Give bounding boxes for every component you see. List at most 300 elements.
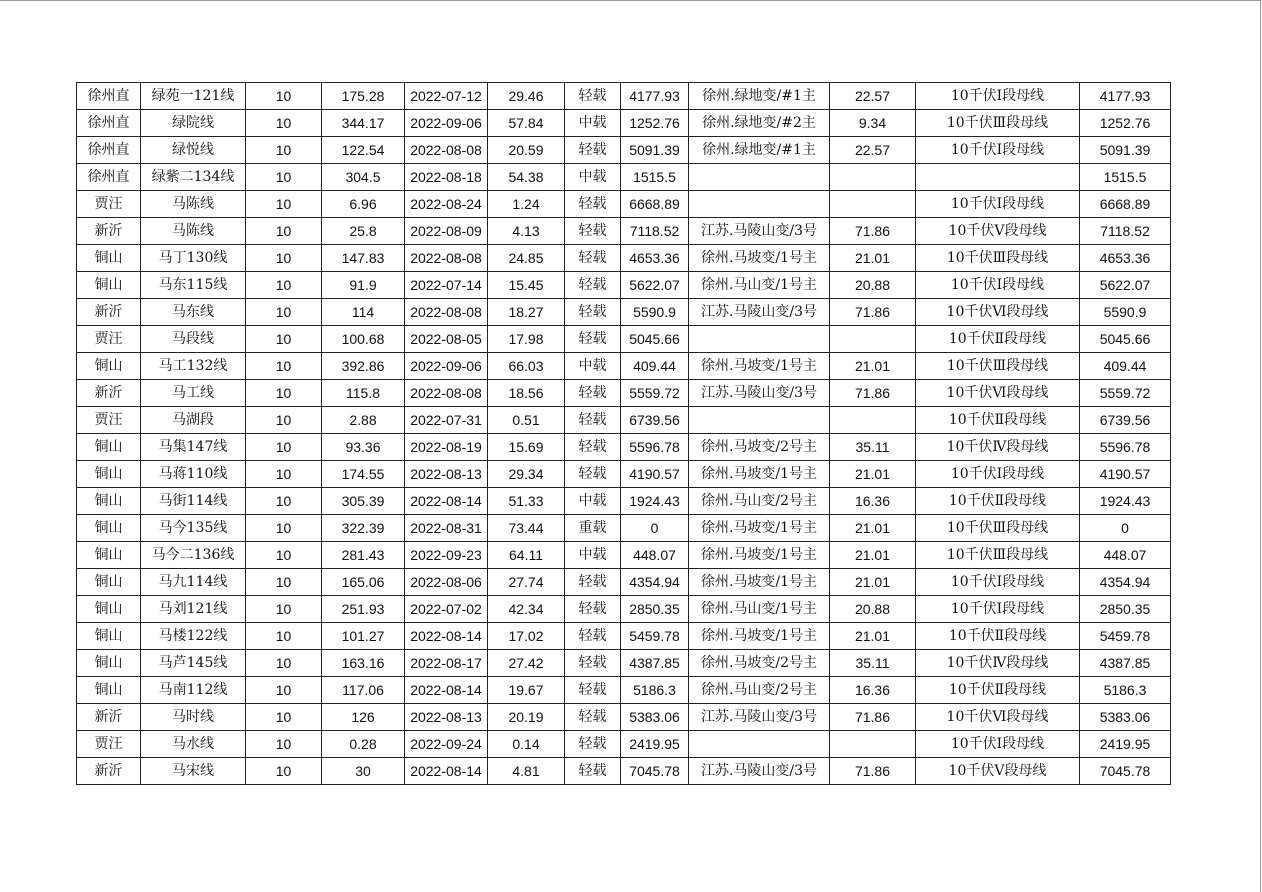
- line-name-cell: 马段线: [141, 326, 246, 353]
- table-row: [77, 650, 1171, 677]
- table-row: [77, 380, 1171, 407]
- date-cell: 2022-08-14: [405, 488, 488, 515]
- table-row: [77, 623, 1171, 650]
- margin-cell: 5622.07: [1080, 272, 1171, 299]
- line-name-cell: 马时线: [141, 704, 246, 731]
- available-capacity-cell: 6739.56: [621, 407, 689, 434]
- available-capacity-cell: 7118.52: [621, 218, 689, 245]
- area-cell: 铜山: [77, 677, 141, 704]
- date-cell: 2022-08-08: [405, 137, 488, 164]
- margin-cell: 1515.5: [1080, 164, 1171, 191]
- substation-rate-cell: 9.34: [830, 110, 916, 137]
- substation-rate-cell: 21.01: [830, 461, 916, 488]
- substation-cell: 徐州.马坡变/2号主: [689, 650, 830, 677]
- date-cell: 2022-08-18: [405, 164, 488, 191]
- substation-cell: 徐州.马山变/1号主: [689, 272, 830, 299]
- load-status-cell: 重载: [565, 515, 621, 542]
- table-row: [77, 596, 1171, 623]
- capacity-cell: 93.36: [322, 434, 405, 461]
- load-status-cell: 中载: [565, 353, 621, 380]
- date-cell: 2022-08-06: [405, 569, 488, 596]
- bus-section-cell: 10千伏Ⅲ段母线: [916, 542, 1080, 569]
- date-cell: 2022-08-14: [405, 623, 488, 650]
- available-capacity-cell: 4387.85: [621, 650, 689, 677]
- bus-section-cell: 10千伏Ⅰ段母线: [916, 191, 1080, 218]
- substation-rate-cell: 71.86: [830, 704, 916, 731]
- voltage-cell: 10: [246, 542, 322, 569]
- date-cell: 2022-08-14: [405, 677, 488, 704]
- bus-section-cell: 10千伏Ⅱ段母线: [916, 326, 1080, 353]
- date-cell: 2022-08-08: [405, 380, 488, 407]
- date-cell: 2022-07-14: [405, 272, 488, 299]
- substation-rate-cell: [830, 191, 916, 218]
- line-name-cell: 马水线: [141, 731, 246, 758]
- capacity-cell: 305.39: [322, 488, 405, 515]
- substation-cell: [689, 164, 830, 191]
- margin-cell: 0: [1080, 515, 1171, 542]
- area-cell: 徐州直: [77, 110, 141, 137]
- area-cell: 铜山: [77, 353, 141, 380]
- capacity-cell: 117.06: [322, 677, 405, 704]
- available-capacity-cell: 4653.36: [621, 245, 689, 272]
- substation-cell: [689, 731, 830, 758]
- substation-rate-cell: 20.88: [830, 596, 916, 623]
- bus-section-cell: 10千伏Ⅰ段母线: [916, 137, 1080, 164]
- area-cell: 铜山: [77, 434, 141, 461]
- date-cell: 2022-08-08: [405, 299, 488, 326]
- area-cell: 铜山: [77, 542, 141, 569]
- margin-cell: 4653.36: [1080, 245, 1171, 272]
- load-rate-cell: 64.11: [488, 542, 565, 569]
- load-rate-cell: 20.19: [488, 704, 565, 731]
- substation-cell: 徐州.马坡变/1号主: [689, 623, 830, 650]
- bus-section-cell: 10千伏Ⅰ段母线: [916, 731, 1080, 758]
- load-rate-cell: 19.67: [488, 677, 565, 704]
- substation-cell: 江苏.马陵山变/3号: [689, 704, 830, 731]
- margin-cell: 5186.3: [1080, 677, 1171, 704]
- line-name-cell: 马楼122线: [141, 623, 246, 650]
- load-status-cell: 中载: [565, 164, 621, 191]
- line-name-cell: 马工132线: [141, 353, 246, 380]
- margin-cell: 409.44: [1080, 353, 1171, 380]
- line-name-cell: 马东线: [141, 299, 246, 326]
- load-status-cell: 轻载: [565, 326, 621, 353]
- voltage-cell: 10: [246, 596, 322, 623]
- bus-section-cell: 10千伏Ⅵ段母线: [916, 299, 1080, 326]
- area-cell: 铜山: [77, 650, 141, 677]
- load-status-cell: 轻载: [565, 758, 621, 785]
- margin-cell: 5559.72: [1080, 380, 1171, 407]
- area-cell: 贾汪: [77, 731, 141, 758]
- table-row: [77, 137, 1171, 164]
- substation-cell: 江苏.马陵山变/3号: [689, 218, 830, 245]
- line-name-cell: 马刘121线: [141, 596, 246, 623]
- date-cell: 2022-09-06: [405, 110, 488, 137]
- date-cell: 2022-08-31: [405, 515, 488, 542]
- substation-rate-cell: 35.11: [830, 650, 916, 677]
- capacity-cell: 322.39: [322, 515, 405, 542]
- available-capacity-cell: 6668.89: [621, 191, 689, 218]
- substation-cell: 徐州.马坡变/1号主: [689, 569, 830, 596]
- line-name-cell: 马集147线: [141, 434, 246, 461]
- table-row: [77, 245, 1171, 272]
- load-rate-cell: 27.42: [488, 650, 565, 677]
- load-rate-cell: 0.14: [488, 731, 565, 758]
- voltage-cell: 10: [246, 83, 322, 110]
- substation-rate-cell: [830, 326, 916, 353]
- substation-cell: 徐州.绿地变/#1主: [689, 137, 830, 164]
- voltage-cell: 10: [246, 650, 322, 677]
- area-cell: 新沂: [77, 299, 141, 326]
- date-cell: 2022-08-14: [405, 758, 488, 785]
- load-rate-cell: 15.69: [488, 434, 565, 461]
- available-capacity-cell: 4190.57: [621, 461, 689, 488]
- substation-cell: [689, 407, 830, 434]
- area-cell: 铜山: [77, 569, 141, 596]
- available-capacity-cell: 1252.76: [621, 110, 689, 137]
- table-row: [77, 407, 1171, 434]
- load-rate-cell: 0.51: [488, 407, 565, 434]
- area-cell: 铜山: [77, 272, 141, 299]
- margin-cell: 4354.94: [1080, 569, 1171, 596]
- substation-rate-cell: 71.86: [830, 299, 916, 326]
- capacity-cell: 101.27: [322, 623, 405, 650]
- available-capacity-cell: 2850.35: [621, 596, 689, 623]
- voltage-cell: 10: [246, 110, 322, 137]
- voltage-cell: 10: [246, 677, 322, 704]
- capacity-cell: 174.55: [322, 461, 405, 488]
- table-row: [77, 758, 1171, 785]
- line-name-cell: 马湖段: [141, 407, 246, 434]
- available-capacity-cell: 7045.78: [621, 758, 689, 785]
- substation-cell: 徐州.马坡变/2号主: [689, 434, 830, 461]
- line-name-cell: 马丁130线: [141, 245, 246, 272]
- bus-section-cell: 10千伏Ⅰ段母线: [916, 569, 1080, 596]
- area-cell: 贾汪: [77, 407, 141, 434]
- load-rate-cell: 4.81: [488, 758, 565, 785]
- area-cell: 铜山: [77, 623, 141, 650]
- load-status-cell: 轻载: [565, 245, 621, 272]
- voltage-cell: 10: [246, 245, 322, 272]
- voltage-cell: 10: [246, 758, 322, 785]
- substation-cell: 徐州.马坡变/1号主: [689, 542, 830, 569]
- load-rate-cell: 29.34: [488, 461, 565, 488]
- voltage-cell: 10: [246, 326, 322, 353]
- date-cell: 2022-08-08: [405, 245, 488, 272]
- load-status-cell: 轻载: [565, 434, 621, 461]
- load-rate-cell: 17.98: [488, 326, 565, 353]
- substation-cell: [689, 191, 830, 218]
- date-cell: 2022-07-31: [405, 407, 488, 434]
- capacity-cell: 0.28: [322, 731, 405, 758]
- available-capacity-cell: 5559.72: [621, 380, 689, 407]
- margin-cell: 4387.85: [1080, 650, 1171, 677]
- bus-section-cell: 10千伏Ⅵ段母线: [916, 704, 1080, 731]
- line-name-cell: 马蒋110线: [141, 461, 246, 488]
- load-status-cell: 轻载: [565, 380, 621, 407]
- load-status-cell: 轻载: [565, 83, 621, 110]
- load-rate-cell: 1.24: [488, 191, 565, 218]
- substation-rate-cell: 21.01: [830, 353, 916, 380]
- load-rate-cell: 27.74: [488, 569, 565, 596]
- load-rate-cell: 73.44: [488, 515, 565, 542]
- substation-cell: 徐州.马坡变/1号主: [689, 353, 830, 380]
- bus-section-cell: 10千伏Ⅲ段母线: [916, 353, 1080, 380]
- load-status-cell: 中载: [565, 488, 621, 515]
- load-rate-cell: 18.27: [488, 299, 565, 326]
- capacity-cell: 115.8: [322, 380, 405, 407]
- feeder-load-table: [76, 82, 1171, 785]
- load-status-cell: 轻载: [565, 299, 621, 326]
- load-rate-cell: 15.45: [488, 272, 565, 299]
- bus-section-cell: 10千伏Ⅰ段母线: [916, 461, 1080, 488]
- capacity-cell: 122.54: [322, 137, 405, 164]
- available-capacity-cell: 5590.9: [621, 299, 689, 326]
- margin-cell: 5459.78: [1080, 623, 1171, 650]
- margin-cell: 4190.57: [1080, 461, 1171, 488]
- substation-rate-cell: [830, 407, 916, 434]
- voltage-cell: 10: [246, 704, 322, 731]
- capacity-cell: 304.5: [322, 164, 405, 191]
- capacity-cell: 126: [322, 704, 405, 731]
- area-cell: 铜山: [77, 488, 141, 515]
- substation-rate-cell: 20.88: [830, 272, 916, 299]
- substation-cell: 徐州.马山变/1号主: [689, 596, 830, 623]
- line-name-cell: 马今135线: [141, 515, 246, 542]
- capacity-cell: 281.43: [322, 542, 405, 569]
- table-row: [77, 569, 1171, 596]
- substation-rate-cell: 16.36: [830, 677, 916, 704]
- substation-cell: 江苏.马陵山变/3号: [689, 380, 830, 407]
- area-cell: 新沂: [77, 704, 141, 731]
- voltage-cell: 10: [246, 164, 322, 191]
- area-cell: 贾汪: [77, 326, 141, 353]
- substation-rate-cell: 21.01: [830, 515, 916, 542]
- capacity-cell: 25.8: [322, 218, 405, 245]
- substation-cell: 徐州.马坡变/1号主: [689, 515, 830, 542]
- voltage-cell: 10: [246, 569, 322, 596]
- substation-rate-cell: 21.01: [830, 569, 916, 596]
- voltage-cell: 10: [246, 137, 322, 164]
- load-status-cell: 轻载: [565, 704, 621, 731]
- line-name-cell: 绿紫二134线: [141, 164, 246, 191]
- load-status-cell: 轻载: [565, 677, 621, 704]
- date-cell: 2022-08-17: [405, 650, 488, 677]
- voltage-cell: 10: [246, 461, 322, 488]
- margin-cell: 5045.66: [1080, 326, 1171, 353]
- bus-section-cell: 10千伏Ⅲ段母线: [916, 245, 1080, 272]
- load-rate-cell: 18.56: [488, 380, 565, 407]
- capacity-cell: 6.96: [322, 191, 405, 218]
- load-rate-cell: 54.38: [488, 164, 565, 191]
- available-capacity-cell: 4354.94: [621, 569, 689, 596]
- margin-cell: 2419.95: [1080, 731, 1171, 758]
- voltage-cell: 10: [246, 272, 322, 299]
- capacity-cell: 30: [322, 758, 405, 785]
- load-status-cell: 轻载: [565, 191, 621, 218]
- table-row: [77, 488, 1171, 515]
- voltage-cell: 10: [246, 353, 322, 380]
- table-row: [77, 353, 1171, 380]
- load-rate-cell: 51.33: [488, 488, 565, 515]
- substation-rate-cell: [830, 164, 916, 191]
- available-capacity-cell: 5596.78: [621, 434, 689, 461]
- line-name-cell: 绿院线: [141, 110, 246, 137]
- load-status-cell: 轻载: [565, 218, 621, 245]
- bus-section-cell: [916, 164, 1080, 191]
- area-cell: 徐州直: [77, 83, 141, 110]
- date-cell: 2022-08-05: [405, 326, 488, 353]
- table-row: [77, 434, 1171, 461]
- load-status-cell: 轻载: [565, 137, 621, 164]
- area-cell: 铜山: [77, 515, 141, 542]
- load-status-cell: 轻载: [565, 596, 621, 623]
- line-name-cell: 马东115线: [141, 272, 246, 299]
- bus-section-cell: 10千伏Ⅳ段母线: [916, 650, 1080, 677]
- substation-rate-cell: [830, 731, 916, 758]
- load-rate-cell: 66.03: [488, 353, 565, 380]
- bus-section-cell: 10千伏Ⅳ段母线: [916, 434, 1080, 461]
- load-rate-cell: 17.02: [488, 623, 565, 650]
- voltage-cell: 10: [246, 380, 322, 407]
- capacity-cell: 344.17: [322, 110, 405, 137]
- substation-rate-cell: 22.57: [830, 83, 916, 110]
- bus-section-cell: 10千伏Ⅱ段母线: [916, 407, 1080, 434]
- load-status-cell: 轻载: [565, 650, 621, 677]
- available-capacity-cell: 1924.43: [621, 488, 689, 515]
- date-cell: 2022-09-06: [405, 353, 488, 380]
- capacity-cell: 175.28: [322, 83, 405, 110]
- bus-section-cell: 10千伏Ⅲ段母线: [916, 110, 1080, 137]
- area-cell: 新沂: [77, 380, 141, 407]
- substation-rate-cell: 35.11: [830, 434, 916, 461]
- line-name-cell: 绿悦线: [141, 137, 246, 164]
- margin-cell: 5091.39: [1080, 137, 1171, 164]
- table-row: [77, 515, 1171, 542]
- table-row: [77, 461, 1171, 488]
- area-cell: 新沂: [77, 758, 141, 785]
- margin-cell: 7045.78: [1080, 758, 1171, 785]
- voltage-cell: 10: [246, 488, 322, 515]
- table-row: [77, 272, 1171, 299]
- available-capacity-cell: 4177.93: [621, 83, 689, 110]
- voltage-cell: 10: [246, 218, 322, 245]
- capacity-cell: 114: [322, 299, 405, 326]
- voltage-cell: 10: [246, 299, 322, 326]
- area-cell: 铜山: [77, 596, 141, 623]
- capacity-cell: 251.93: [322, 596, 405, 623]
- substation-cell: 徐州.马坡变/1号主: [689, 245, 830, 272]
- area-cell: 贾汪: [77, 191, 141, 218]
- load-status-cell: 轻载: [565, 407, 621, 434]
- available-capacity-cell: 5622.07: [621, 272, 689, 299]
- area-cell: 铜山: [77, 245, 141, 272]
- margin-cell: 1924.43: [1080, 488, 1171, 515]
- line-name-cell: 马南112线: [141, 677, 246, 704]
- bus-section-cell: 10千伏Ⅲ段母线: [916, 515, 1080, 542]
- bus-section-cell: 10千伏Ⅴ段母线: [916, 218, 1080, 245]
- available-capacity-cell: 5045.66: [621, 326, 689, 353]
- bus-section-cell: 10千伏Ⅱ段母线: [916, 677, 1080, 704]
- substation-rate-cell: 22.57: [830, 137, 916, 164]
- substation-cell: 徐州.绿地变/#1主: [689, 83, 830, 110]
- table-row: [77, 218, 1171, 245]
- margin-cell: 2850.35: [1080, 596, 1171, 623]
- line-name-cell: 马工线: [141, 380, 246, 407]
- load-status-cell: 轻载: [565, 569, 621, 596]
- substation-cell: [689, 326, 830, 353]
- substation-rate-cell: 71.86: [830, 380, 916, 407]
- table-row: [77, 326, 1171, 353]
- bus-section-cell: 10千伏Ⅱ段母线: [916, 623, 1080, 650]
- date-cell: 2022-07-02: [405, 596, 488, 623]
- line-name-cell: 绿苑一121线: [141, 83, 246, 110]
- date-cell: 2022-09-23: [405, 542, 488, 569]
- load-rate-cell: 57.84: [488, 110, 565, 137]
- available-capacity-cell: 5459.78: [621, 623, 689, 650]
- date-cell: 2022-07-12: [405, 83, 488, 110]
- capacity-cell: 91.9: [322, 272, 405, 299]
- table-row: [77, 299, 1171, 326]
- table-row: [77, 542, 1171, 569]
- margin-cell: 4177.93: [1080, 83, 1171, 110]
- substation-cell: 徐州.绿地变/#2主: [689, 110, 830, 137]
- line-name-cell: 马陈线: [141, 191, 246, 218]
- substation-rate-cell: 71.86: [830, 758, 916, 785]
- area-cell: 徐州直: [77, 137, 141, 164]
- substation-cell: 江苏.马陵山变/3号: [689, 299, 830, 326]
- capacity-cell: 165.06: [322, 569, 405, 596]
- margin-cell: 5596.78: [1080, 434, 1171, 461]
- table-row: [77, 704, 1171, 731]
- load-status-cell: 轻载: [565, 272, 621, 299]
- line-name-cell: 马九114线: [141, 569, 246, 596]
- bus-section-cell: 10千伏Ⅵ段母线: [916, 380, 1080, 407]
- voltage-cell: 10: [246, 731, 322, 758]
- line-name-cell: 马街114线: [141, 488, 246, 515]
- margin-cell: 448.07: [1080, 542, 1171, 569]
- table-row: [77, 191, 1171, 218]
- load-status-cell: 轻载: [565, 623, 621, 650]
- substation-cell: 徐州.马山变/2号主: [689, 488, 830, 515]
- bus-section-cell: 10千伏Ⅰ段母线: [916, 596, 1080, 623]
- substation-cell: 江苏.马陵山变/3号: [689, 758, 830, 785]
- date-cell: 2022-08-09: [405, 218, 488, 245]
- available-capacity-cell: 0: [621, 515, 689, 542]
- area-cell: 铜山: [77, 461, 141, 488]
- table-row: [77, 164, 1171, 191]
- table-body: [77, 83, 1171, 785]
- available-capacity-cell: 5091.39: [621, 137, 689, 164]
- bus-section-cell: 10千伏Ⅰ段母线: [916, 272, 1080, 299]
- available-capacity-cell: 2419.95: [621, 731, 689, 758]
- load-rate-cell: 20.59: [488, 137, 565, 164]
- line-name-cell: 马今二136线: [141, 542, 246, 569]
- voltage-cell: 10: [246, 191, 322, 218]
- load-status-cell: 轻载: [565, 461, 621, 488]
- date-cell: 2022-08-19: [405, 434, 488, 461]
- available-capacity-cell: 1515.5: [621, 164, 689, 191]
- area-cell: 徐州直: [77, 164, 141, 191]
- load-status-cell: 中载: [565, 542, 621, 569]
- date-cell: 2022-08-24: [405, 191, 488, 218]
- line-name-cell: 马陈线: [141, 218, 246, 245]
- substation-rate-cell: 21.01: [830, 623, 916, 650]
- substation-rate-cell: 71.86: [830, 218, 916, 245]
- voltage-cell: 10: [246, 515, 322, 542]
- substation-rate-cell: 21.01: [830, 245, 916, 272]
- margin-cell: 1252.76: [1080, 110, 1171, 137]
